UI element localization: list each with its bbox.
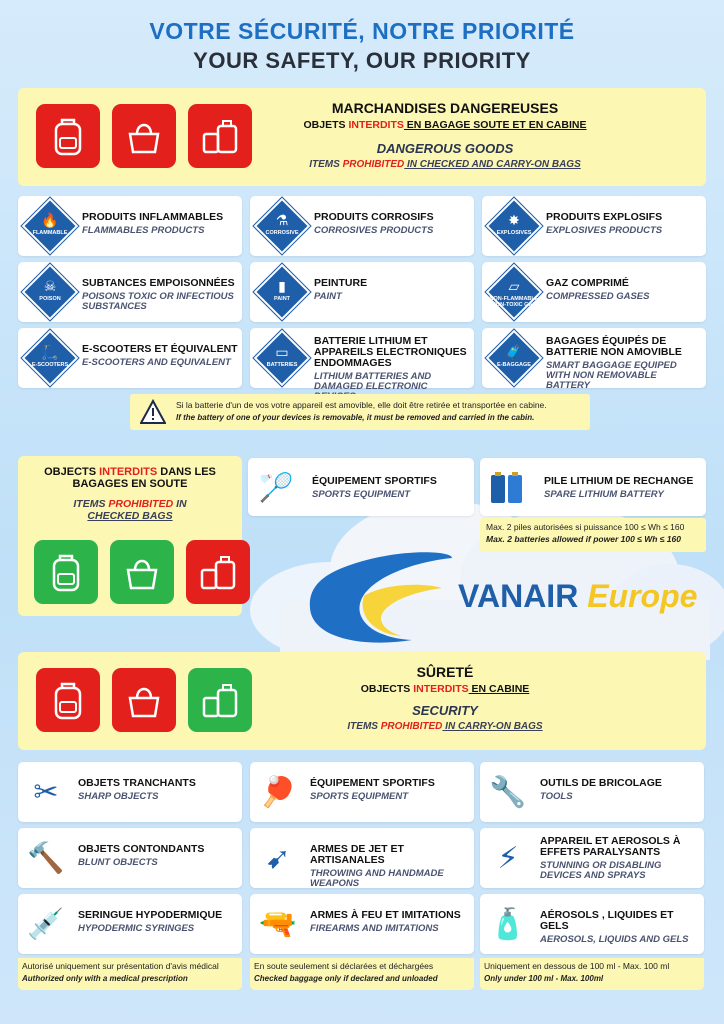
backpack-icon [36, 104, 100, 168]
dangerous-item [250, 262, 474, 322]
item-title-en: POISONS TOXIC OR INFECTIOUS SUBSTANCES [82, 291, 234, 312]
item-title-fr: PEINTURE [314, 277, 368, 289]
item-title-en: SHARP OBJECTS [78, 791, 159, 802]
hazard-label-icon: 🧳 E-BAGGAGE [486, 330, 542, 386]
item-title-en: FIREARMS AND IMITATIONS [310, 923, 439, 934]
note-fr: Autorisé uniquement sur présentation d'avis médical [22, 961, 219, 971]
security-item-icon: ✂ [33, 775, 59, 809]
item-title-fr: GAZ COMPRIMÉ [546, 277, 629, 289]
brand-name: VANAIR Europe [458, 578, 698, 614]
item-title-en: EXPLOSIVES PRODUCTS [546, 225, 663, 236]
dangerous-item [18, 262, 242, 322]
hazard-label-icon: 🔥 FLAMMABLE [22, 198, 78, 254]
dangerous-sub-en: ITEMS PROHIBITED IN CHECKED AND CARRY-ON BAGS [309, 159, 581, 170]
security-sub-en: ITEMS PROHIBITED IN CARRY-ON BAGS [347, 721, 543, 732]
checked-title: OBJECTS INTERDITS DANS LES BAGAGES EN SOUTE [44, 466, 216, 490]
warning-icon [140, 399, 166, 425]
page-title-fr: VOTRE SÉCURITÉ, NOTRE PRIORITÉ [149, 18, 575, 44]
item-title-fr: SERINGUE HYPODERMIQUE [78, 909, 223, 921]
item-title-fr: PRODUITS EXPLOSIFS [546, 211, 663, 223]
item-title-en: THROWING AND HANDMADE WEAPONS [310, 868, 444, 889]
dangerous-item [18, 328, 242, 388]
item-title-fr: SUBTANCES EMPOISONNÉES [82, 277, 235, 289]
item-title-en: AEROSOLS, LIQUIDS AND GELS [540, 934, 689, 945]
security-item [18, 894, 242, 954]
warning-text-fr: Si la batterie d'un de vos votre appareil est amovible, elle doit être retirée et transportée en cabine. [176, 400, 547, 410]
vanair-logo-mark [302, 548, 454, 658]
note-fr: Uniquement en dessous de 100 ml - Max. 100 ml [484, 961, 670, 971]
item-title-fr: BATTERIE LITHIUM ET APPAREILS ELECTRONIQUES ENDOMMAGES [314, 335, 467, 369]
dangerous-title-en: DANGEROUS GOODS [376, 141, 514, 156]
security-item [480, 828, 704, 888]
hazard-label-icon: ▭ BATTERIES [254, 330, 310, 386]
security-item-icon: 🔨 [27, 841, 65, 875]
item-title-en: CORROSIVES PRODUCTS [314, 225, 434, 236]
item-title-en: FLAMMABLES PRODUCTS [82, 225, 205, 236]
hazard-label-icon: 🛴 E-SCOOTERS [22, 330, 78, 386]
item-title-en: HYPODERMIC SYRINGES [78, 923, 195, 934]
item-title-en: PAINT [314, 291, 342, 302]
item-title-fr: APPAREIL ET AEROSOLS À EFFETS PARALYSANTS [540, 835, 681, 858]
item-title-fr: BAGAGES ÉQUIPÉS DE BATTERIE NON AMOVIBLE [546, 335, 682, 358]
security-item [18, 828, 242, 888]
dangerous-title-fr: MARCHANDISES DANGEREUSES [331, 100, 559, 116]
security-note [250, 958, 474, 990]
item-title-fr: PRODUITS CORROSIFS [314, 211, 434, 223]
hazard-label-icon: ▱ NON-FLAMMABLE NON-TOXIC GAS [486, 264, 542, 320]
checked-item-sports: 🏸 ÉQUIPEMENT SPORTIFS SPORTS EQUIPMENT [248, 458, 474, 516]
handbag-icon [110, 540, 174, 604]
checked-item-lithium: PILE LITHIUM DE RECHANGE SPARE LITHIUM BATTERY [480, 458, 706, 516]
checked-title-en: ITEMS PROHIBITED IN CHECKED BAGS [73, 498, 187, 522]
warning-text-en: If the battery of one of your devices is removable, it must be removed and carried in the cabin. [176, 413, 535, 422]
backpack-icon [34, 540, 98, 604]
security-note [18, 958, 242, 990]
handbag-icon [112, 668, 176, 732]
item-title-fr: ÉQUIPEMENT SPORTIFS [310, 777, 435, 789]
security-item-icon: 🏓 [259, 775, 297, 809]
item-title-fr: ARMES DE JET ET ARTISANALES [310, 843, 404, 866]
item-title-en: STUNNING OR DISABLING DEVICES AND SPRAYS [540, 860, 662, 881]
dangerous-item [250, 328, 474, 392]
security-item-icon: 🔫 [259, 907, 297, 941]
dangerous-item [482, 262, 706, 322]
security-item-icon: ⚡ [497, 841, 519, 875]
luggage-icon [188, 668, 252, 732]
item-title-fr: OBJETS CONTONDANTS [78, 843, 205, 855]
luggage-icon [188, 104, 252, 168]
security-title-en: SECURITY [412, 703, 478, 718]
security-item [480, 762, 704, 822]
battery-limit-fr: Max. 2 piles autorisées si puissance 100 ≤ Wh ≤ 160 [486, 522, 685, 532]
item-title-fr: OUTILS DE BRICOLAGE [540, 777, 662, 789]
item-title-en: BLUNT OBJECTS [78, 857, 158, 868]
luggage-icon [186, 540, 250, 604]
security-item [250, 762, 474, 822]
item-title-en: LITHIUM BATTERIES AND DAMAGED ELECTRONIC [314, 371, 432, 392]
sports-equipment-icon: 🏸 [258, 471, 294, 503]
hazard-label-icon: ▮ PAINT [254, 264, 310, 320]
note-en: Checked baggage only if declared and unloaded [254, 974, 438, 983]
dangerous-item [482, 196, 706, 256]
security-item [480, 894, 704, 954]
hazard-label-icon: ⚗ CORROSIVE [254, 198, 310, 254]
item-title-fr: E-SCOOTERS ET ÉQUIVALENT [82, 343, 238, 355]
dangerous-sub-fr: OBJETS INTERDITS EN BAGAGE SOUTE ET EN CABINE [303, 119, 587, 131]
item-title-fr: PRODUITS INFLAMMABLES [82, 211, 224, 223]
security-sub-fr: OBJECTS INTERDITS EN CABINE [360, 683, 530, 695]
security-item [250, 828, 474, 888]
security-item-icon: 🧴 [489, 907, 527, 941]
note-fr: En soute seulement si déclarées et déchargées [254, 961, 434, 971]
item-title-en: TOOLS [540, 791, 573, 802]
security-note [480, 958, 704, 990]
dangerous-item [250, 196, 474, 256]
item-title-fr: OBJETS TRANCHANTS [78, 777, 196, 789]
note-en: Only under 100 ml - Max. 100ml [484, 974, 604, 983]
dangerous-item [482, 328, 706, 391]
security-item [250, 894, 474, 954]
item-title-en: COMPRESSED GASES [546, 291, 650, 302]
item-title-fr: ARMES À FEU ET IMITATIONS [310, 909, 461, 921]
dangerous-item [18, 196, 242, 256]
note-en: Authorized only with a medical prescription [22, 974, 188, 983]
handbag-icon [112, 104, 176, 168]
security-item-icon: ➹ [265, 841, 291, 875]
item-title-en: E-SCOOTERS AND EQUIVALENT [82, 357, 231, 368]
battery-limit-en: Max. 2 batteries allowed if power 100 ≤ Wh ≤ 160 [486, 534, 681, 544]
item-title-en: SPORTS EQUIPMENT [310, 791, 409, 802]
hazard-label-icon: ☠ POISON [22, 264, 78, 320]
security-item-icon: 💉 [27, 907, 65, 941]
hazard-label-icon: ✸ EXPLOSIVES [486, 198, 542, 254]
security-item-icon: 🔧 [489, 775, 527, 809]
security-title-fr: SÛRETÉ [416, 664, 474, 680]
item-title-fr: AÉROSOLS , LIQUIDES ET GELS [540, 909, 674, 932]
battery-icon [486, 465, 530, 509]
page-title-en: YOUR SAFETY, OUR PRIORITY [193, 48, 531, 73]
backpack-icon [36, 668, 100, 732]
item-title-en: SMART BAGGAGE EQUIPED WITH NON REMOVABLE BATTERY [546, 360, 677, 391]
security-item [18, 762, 242, 822]
